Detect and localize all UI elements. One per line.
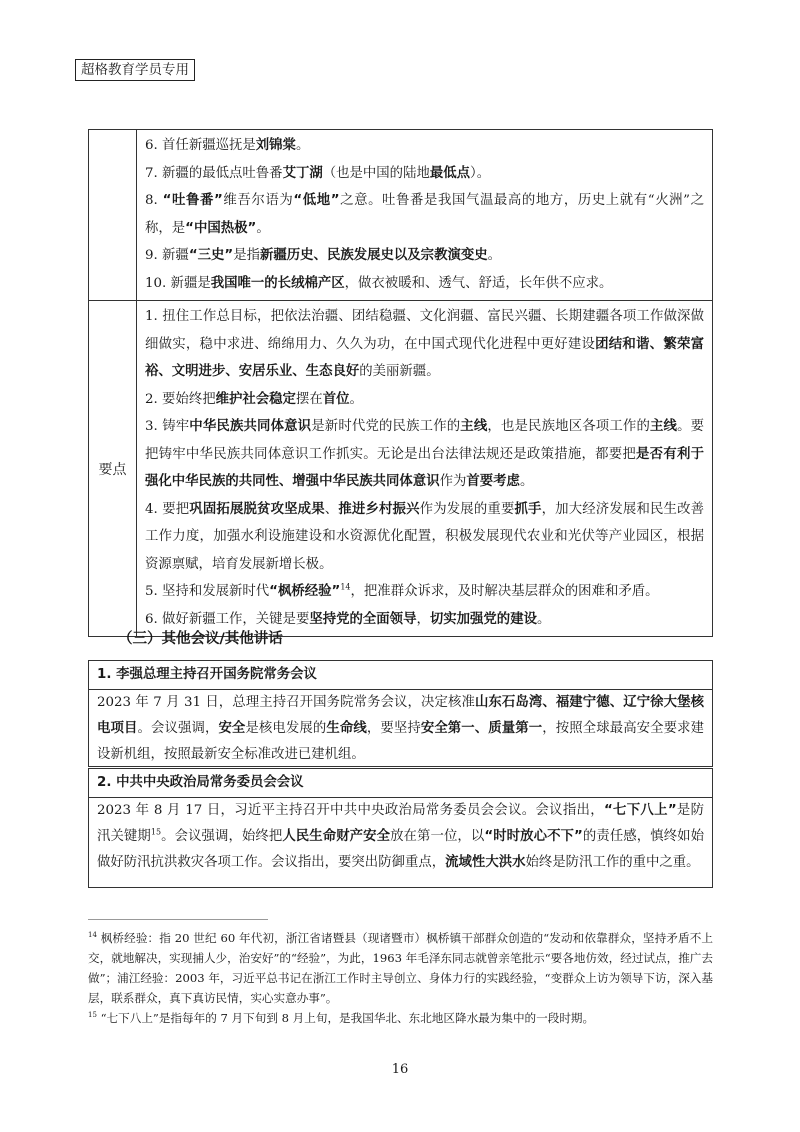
emphasis-text: “时时放心不下” xyxy=(484,829,583,844)
text-run: 7. 新疆的最低点吐鲁番 xyxy=(145,165,283,181)
text-run: 。 xyxy=(536,611,551,627)
emphasis-text: 首位 xyxy=(322,391,350,407)
content-table xyxy=(88,129,713,637)
emphasis-text: 安全 xyxy=(218,721,246,736)
text-run: 的美丽新疆。 xyxy=(359,364,440,379)
text-run: 摆在 xyxy=(295,391,323,407)
text-run: 是防汛关键期 xyxy=(97,803,705,844)
header-tag: 超格教育学员专用 xyxy=(75,59,195,81)
meeting-title: 2. 中共中央政治局常务委员会会议 xyxy=(89,769,712,798)
point-item xyxy=(145,303,704,386)
text-run: 。 xyxy=(519,474,534,489)
text-run: 之意。吐鲁番是我国气温最高的地方，历史上就有“火洲”之称，是 xyxy=(145,193,704,236)
emphasis-text: 是否有利于强化中华民族的共同性、增强中华民族共同体意识 xyxy=(145,446,704,489)
text-run: 。要把铸牢中华民族共同体意识工作抓实。无论是出台法律法规还是政策措施，都要把 xyxy=(145,419,705,462)
text-run: 作为 xyxy=(439,474,467,489)
text-run: 3. 铸牢 xyxy=(145,419,190,434)
text-run: 作为发展的重要 xyxy=(419,501,515,517)
text-run: 。 xyxy=(487,248,502,263)
footnote-ref: 14 xyxy=(340,582,351,592)
text-run: ，也是民族地区各项工作的 xyxy=(487,419,650,434)
point-item xyxy=(145,578,704,606)
facts-row xyxy=(89,130,713,301)
emphasis-text: “三史” xyxy=(188,248,234,263)
text-run: 2. 要始终把 xyxy=(145,391,216,407)
text-run: 、 xyxy=(324,501,339,517)
fact-item xyxy=(145,132,704,160)
emphasis-text: 团结和谐、繁荣富裕、文明进步、安居乐业、生态良好 xyxy=(145,336,704,379)
emphasis-text: “枫桥经验” xyxy=(269,584,341,599)
text-run: 始终是防汛工作的重中之重。 xyxy=(525,855,700,870)
text-run: ）。 xyxy=(470,165,491,181)
emphasis-text: 主线 xyxy=(460,419,488,434)
point-item xyxy=(145,413,704,496)
emphasis-text: 山东石岛湾、福建宁德、辽宁徐大堡核电项目 xyxy=(97,695,705,736)
emphasis-text: 坚持党的全面领导 xyxy=(309,611,417,627)
text-run: 2023 年 7 月 31 日，总理主持召开国务院常务会议，决定核准 xyxy=(97,695,475,710)
text-run: 。 xyxy=(295,138,310,153)
text-run: ，按照全球最高安全要求建设新机组，按照最新安全标准改进已建机组。 xyxy=(97,721,705,762)
text-run: 6. 首任新疆巡抚是 xyxy=(145,138,256,153)
page-number: 16 xyxy=(391,1062,409,1077)
text-run: 。会议强调， xyxy=(137,721,219,736)
emphasis-text: 中华民族共同体意识 xyxy=(189,419,312,434)
facts-label-cell xyxy=(89,130,137,301)
meeting-box xyxy=(88,660,713,767)
text-run: 8. xyxy=(145,193,163,208)
footnote-text: 枫桥经验：指 20 世纪 60 年代初，浙江省诸暨县（现诸暨市）枫桥镇干部群众创造的“发动和依靠群众，坚持矛盾不上交，就地解决，实现捕人少，治安好”的“经验”，为此，1963 年毛泽东同志就曾亲笔批示“要各地仿效，经过试点，推广去做”；浦江经验：2003 年，习近平总书记在浙江工作时主导创立、身体力行的实践经验，“变群众上访为领导下访，深入基层，联系群众，真下真访民情，实心实意办事”。 xyxy=(88,931,713,1005)
text-run: ，做衣被暖和、透气、舒适，长年供不应求。 xyxy=(344,275,613,291)
section-label: 要点 xyxy=(89,301,137,637)
text-run: 。 xyxy=(349,391,363,407)
footnote-divider xyxy=(88,919,268,920)
text-run: 9. 新疆 xyxy=(145,248,189,263)
text-run: 是核电发展的 xyxy=(245,721,327,736)
footnote xyxy=(88,1008,713,1028)
emphasis-text: 新疆历史、民族发展史以及宗教演变史 xyxy=(260,248,488,263)
emphasis-text: 生命线 xyxy=(326,721,367,736)
emphasis-text: 主线 xyxy=(650,419,678,434)
emphasis-text: 安全第一、质量第一 xyxy=(420,721,543,736)
emphasis-text: 最低点 xyxy=(429,165,471,181)
emphasis-text: “吐鲁番” xyxy=(162,193,223,208)
meeting-title: 1. 李强总理主持召开国务院常务会议 xyxy=(89,661,712,690)
emphasis-text: 我国唯一的长绒棉产区 xyxy=(210,275,345,291)
footnote-number: 15 xyxy=(88,1011,97,1020)
footnote-text: “七下八上”是指每年的 7 月下旬到 8 月上旬，是我国华北、东北地区降水最为集中的一段时期。 xyxy=(100,1011,595,1025)
text-run: 2023 年 8 月 17 日，习近平主持召开中共中央政治局常务委员会会议。会议指出， xyxy=(97,803,604,818)
emphasis-text: 人民生命财产安全 xyxy=(282,829,391,844)
text-run: 是指 xyxy=(233,248,260,263)
fact-item xyxy=(145,270,704,298)
text-run: 维吾尔语为 xyxy=(222,193,294,208)
text-run: 6. 做好新疆工作，关键是要 xyxy=(145,611,310,627)
emphasis-text: 艾丁湖 xyxy=(282,165,323,181)
section-heading: （三）其他会议/其他讲话 xyxy=(118,631,283,647)
emphasis-text: 巩固拓展脱贫攻坚成果 xyxy=(189,501,325,517)
point-item xyxy=(145,386,704,414)
points-row xyxy=(89,301,713,637)
emphasis-text: 切实加强党的建设 xyxy=(429,611,537,627)
text-run: ，要坚持 xyxy=(366,721,421,736)
text-run: 放在第一位，以 xyxy=(390,829,485,844)
text-run: 。 xyxy=(256,220,270,236)
fact-item xyxy=(145,160,704,188)
text-run: 4. 要把 xyxy=(145,501,190,517)
fact-item xyxy=(145,187,704,242)
emphasis-text: 抓手 xyxy=(514,501,542,517)
point-item xyxy=(145,496,704,579)
footnote-ref: 15 xyxy=(150,827,162,837)
footnote xyxy=(88,928,713,1008)
emphasis-text: “中国热极” xyxy=(185,220,257,236)
text-run: ，加大经济发展和民生改善工作力度，加强水利设施建设和水资源优化配置，积极发展现代农业和光伏等产业园区，根据资源禀赋，培育发展新增长极。 xyxy=(145,501,705,572)
meeting-body xyxy=(97,690,704,768)
text-run: 10. 新疆是 xyxy=(145,275,211,291)
text-run: ，把准群众诉求，及时解决基层群众的困难和矛盾。 xyxy=(350,584,659,599)
emphasis-text: 推进乡村振兴 xyxy=(338,501,420,517)
points-cell xyxy=(137,301,713,637)
text-run: 。会议强调，始终把 xyxy=(161,829,283,844)
fact-item xyxy=(145,242,704,270)
text-run: ， xyxy=(416,611,430,627)
text-run: 是新时代党的民族工作的 xyxy=(311,419,461,434)
facts-cell xyxy=(137,130,713,301)
emphasis-text: 刘锦棠 xyxy=(255,138,296,153)
text-run: 的责任感，慎终如始做好防汛抗洪救灾各项工作。会议指出，要突出防御重点， xyxy=(97,829,705,870)
footnote-number: 14 xyxy=(88,931,97,940)
text-run: （也是中国的陆地 xyxy=(322,165,430,181)
emphasis-text: 首要考虑 xyxy=(466,474,520,489)
emphasis-text: 流域性大洪水 xyxy=(445,855,526,870)
emphasis-text: 维护社会稳定 xyxy=(215,391,296,407)
meeting-body xyxy=(97,798,704,876)
text-run: 5. 坚持和发展新时代 xyxy=(145,584,270,599)
text-run: 1. 扭住工作总目标，把依法治疆、团结稳疆、文化润疆、富民兴疆、长期建疆各项工作做深做细做实，稳中求进、绵绵用力、久久为功，在中国式现代化进程中更好建设 xyxy=(145,309,704,352)
meeting-box xyxy=(88,768,713,888)
footnotes xyxy=(88,928,713,1028)
emphasis-text: “低地” xyxy=(293,193,340,208)
emphasis-text: “七下八上” xyxy=(603,803,677,818)
